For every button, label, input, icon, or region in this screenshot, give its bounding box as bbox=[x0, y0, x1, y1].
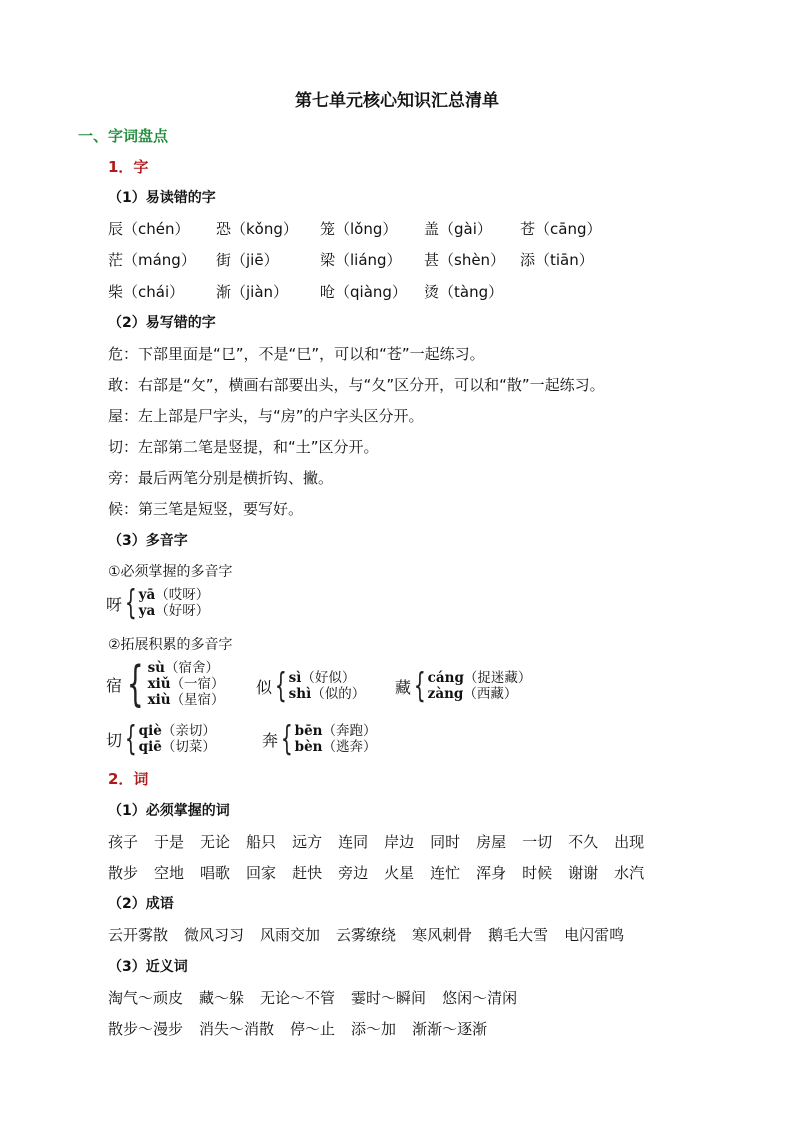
synonym-item: 添～加 bbox=[351, 1020, 397, 1038]
polyphone-su bbox=[106, 656, 225, 712]
polyphone-ben bbox=[262, 719, 377, 759]
pinyin: shì bbox=[288, 686, 312, 702]
char-item: 烫（tàng） bbox=[424, 283, 504, 301]
pinyin: yā bbox=[138, 587, 156, 603]
word-item: 岸边 bbox=[384, 833, 415, 851]
poly-word: （好呀） bbox=[155, 603, 210, 619]
word-item: 一切 bbox=[522, 833, 553, 851]
synonym-item: 渐渐～逐渐 bbox=[412, 1020, 488, 1038]
char-item: 渐（jiàn） bbox=[216, 283, 289, 301]
brace-icon: { bbox=[124, 719, 137, 759]
pinyin: sì bbox=[288, 670, 302, 686]
pinyin: sù bbox=[147, 660, 165, 676]
synonyms-row bbox=[108, 987, 533, 1008]
char-item: 甚（shèn） bbox=[424, 251, 506, 269]
word-item: 于是 bbox=[154, 833, 185, 851]
idiom-item: 鹅毛大雪 bbox=[488, 926, 549, 944]
synonym-item: 停～止 bbox=[290, 1020, 336, 1038]
word-item: 唱歌 bbox=[200, 864, 231, 882]
polyphone-cang bbox=[395, 666, 532, 706]
char-item: 街（jiē） bbox=[216, 251, 279, 269]
word-item: 连同 bbox=[338, 833, 369, 851]
idiom-item: 微风习习 bbox=[184, 926, 245, 944]
word-item: 空地 bbox=[154, 864, 185, 882]
poly-char: 呀 bbox=[106, 594, 123, 614]
poly-word: （亲切） bbox=[161, 723, 216, 739]
idiom-item: 云开雾散 bbox=[108, 926, 169, 944]
must-words-row bbox=[108, 831, 660, 852]
word-item: 水汽 bbox=[614, 864, 645, 882]
easy-read-row bbox=[108, 218, 601, 239]
brace-icon: { bbox=[126, 656, 144, 712]
char-item: 添（tiān） bbox=[520, 251, 594, 269]
word-item: 浑身 bbox=[476, 864, 507, 882]
poly-word: （一宿） bbox=[170, 676, 225, 692]
poly-word: （星宿） bbox=[170, 692, 225, 708]
pinyin: ya bbox=[138, 603, 156, 619]
poly-word: （好似） bbox=[301, 670, 356, 686]
polyphone-extend-label: ②拓展积累的多音字 bbox=[108, 637, 233, 653]
easy-read-row bbox=[108, 281, 503, 302]
word-item: 船只 bbox=[246, 833, 277, 851]
word-item: 房屋 bbox=[476, 833, 507, 851]
heading-easy-write: （2）易写错的字 bbox=[108, 315, 216, 331]
idiom-item: 云雾缭绕 bbox=[336, 926, 397, 944]
char-item: 柴（chái） bbox=[108, 283, 185, 301]
synonym-item: 无论～不管 bbox=[260, 989, 336, 1007]
char-item: 盖（gài） bbox=[424, 220, 492, 238]
word-item: 无论 bbox=[200, 833, 231, 851]
write-note: 候：第三笔是短竖，要写好。 bbox=[108, 500, 304, 518]
word-item: 火星 bbox=[384, 864, 415, 882]
idiom-item: 寒风刺骨 bbox=[412, 926, 473, 944]
poly-word: （逃奔） bbox=[322, 739, 377, 755]
polyphone-must-label: ①必须掌握的多音字 bbox=[108, 564, 233, 580]
brace-icon: { bbox=[413, 666, 426, 706]
poly-char: 宿 bbox=[106, 675, 123, 695]
char-item: 茫（máng） bbox=[108, 251, 196, 269]
pinyin: qiè bbox=[138, 723, 162, 739]
write-note: 屋：左上部是尸字头，与“房”的户字头区分开。 bbox=[108, 407, 424, 425]
page-title: 第七单元核心知识汇总清单 bbox=[295, 91, 499, 111]
word-item: 连忙 bbox=[430, 864, 461, 882]
pinyin: cáng bbox=[427, 670, 464, 686]
polyphone-qie bbox=[106, 719, 216, 759]
synonym-item: 消失～消散 bbox=[199, 1020, 275, 1038]
heading-idioms: （2）成语 bbox=[108, 896, 174, 912]
poly-word: （捉迷藏） bbox=[463, 670, 532, 686]
subsection-heading-characters: 1．字 bbox=[108, 158, 149, 176]
subsection-heading-words: 2．词 bbox=[108, 770, 149, 788]
must-words-row bbox=[108, 862, 660, 883]
synonym-item: 悠闲～清闲 bbox=[442, 989, 518, 1007]
pinyin: xiǔ bbox=[147, 676, 171, 692]
poly-char: 切 bbox=[106, 730, 123, 750]
word-item: 谢谢 bbox=[568, 864, 599, 882]
synonym-item: 霎时～瞬间 bbox=[351, 989, 427, 1007]
synonym-item: 藏～躲 bbox=[199, 989, 245, 1007]
write-note: 旁：最后两笔分别是横折钩、撇。 bbox=[108, 469, 334, 487]
poly-word: （切菜） bbox=[161, 739, 216, 755]
word-item: 同时 bbox=[430, 833, 461, 851]
synonyms-row bbox=[108, 1018, 503, 1039]
poly-char: 奔 bbox=[262, 730, 279, 750]
polyphone-ya bbox=[106, 583, 210, 623]
heading-easy-read: （1）易读错的字 bbox=[108, 190, 216, 206]
char-item: 苍（cāng） bbox=[520, 220, 602, 238]
poly-word: （哎呀） bbox=[155, 587, 210, 603]
write-note: 切：左部第二笔是竖提，和“土”区分开。 bbox=[108, 438, 379, 456]
word-item: 远方 bbox=[292, 833, 323, 851]
char-item: 辰（chén） bbox=[108, 220, 190, 238]
heading-must-words: （1）必须掌握的词 bbox=[108, 803, 230, 819]
easy-read-row bbox=[108, 249, 594, 270]
heading-polyphone: （3）多音字 bbox=[108, 533, 188, 549]
idioms-row bbox=[108, 924, 640, 945]
idiom-item: 风雨交加 bbox=[260, 926, 321, 944]
char-item: 恐（kǒng） bbox=[216, 220, 298, 238]
word-item: 不久 bbox=[568, 833, 599, 851]
poly-char: 藏 bbox=[395, 677, 412, 697]
write-note: 危：下部里面是“㔾”，不是“巳”，可以和“苍”一起练习。 bbox=[108, 345, 485, 363]
synonym-item: 淘气～顽皮 bbox=[108, 989, 184, 1007]
poly-word: （似的） bbox=[311, 686, 366, 702]
brace-icon: { bbox=[124, 583, 137, 623]
word-item: 孩子 bbox=[108, 833, 139, 851]
heading-synonyms: （3）近义词 bbox=[108, 959, 188, 975]
poly-word: （西藏） bbox=[463, 686, 518, 702]
synonym-item: 散步～漫步 bbox=[108, 1020, 184, 1038]
poly-word: （宿舍） bbox=[164, 660, 219, 676]
polyphone-si bbox=[256, 666, 366, 706]
word-item: 赶快 bbox=[292, 864, 323, 882]
pinyin: bèn bbox=[294, 739, 323, 755]
word-item: 出现 bbox=[614, 833, 645, 851]
pinyin: xiù bbox=[147, 692, 171, 708]
pinyin: qiē bbox=[138, 739, 162, 755]
brace-icon: { bbox=[274, 666, 287, 706]
write-note: 敢：右部是“攵”，横画右部要出头，与“夂”区分开，可以和“散”一起练习。 bbox=[108, 376, 605, 394]
section-heading-words: 一、字词盘点 bbox=[78, 127, 169, 145]
pinyin: bēn bbox=[294, 723, 323, 739]
word-item: 散步 bbox=[108, 864, 139, 882]
brace-icon: { bbox=[280, 719, 293, 759]
poly-word: （奔跑） bbox=[322, 723, 377, 739]
pinyin: zàng bbox=[427, 686, 464, 702]
char-item: 梁（liáng） bbox=[320, 251, 402, 269]
word-item: 回家 bbox=[246, 864, 277, 882]
idiom-item: 电闪雷鸣 bbox=[564, 926, 625, 944]
word-item: 旁边 bbox=[338, 864, 369, 882]
char-item: 呛（qiàng） bbox=[320, 283, 407, 301]
char-item: 笼（lǒng） bbox=[320, 220, 398, 238]
word-item: 时候 bbox=[522, 864, 553, 882]
poly-char: 似 bbox=[256, 677, 273, 697]
